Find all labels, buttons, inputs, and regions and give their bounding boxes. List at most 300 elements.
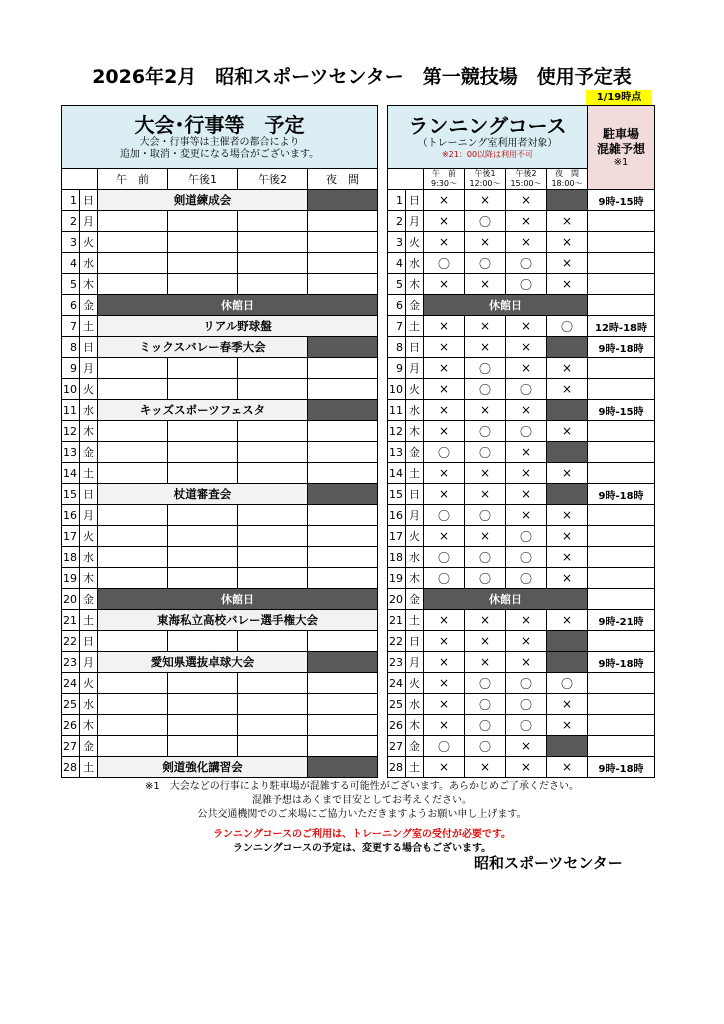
day-number: 28 [62, 757, 80, 778]
col-night: 夜 間 [308, 169, 378, 190]
run-availability [547, 631, 588, 652]
run-availability: × [424, 421, 465, 442]
event-row [62, 505, 378, 526]
events-header [62, 106, 378, 169]
run-availability: × [465, 757, 506, 778]
day-number: 14 [62, 463, 80, 484]
weekday: 土 [80, 610, 98, 631]
event-row [62, 694, 378, 715]
run-availability: 〇 [506, 379, 547, 400]
slot-cell [308, 547, 378, 568]
weekday: 金 [80, 589, 98, 610]
running-row [388, 757, 655, 778]
slot-cell [308, 232, 378, 253]
run-availability: × [424, 274, 465, 295]
note-1: ※1 大会などの行事により駐車場が混雑する可能性がございます。あらかじめご了承ください。 [145, 781, 579, 792]
weekday: 水 [80, 253, 98, 274]
running-row [388, 295, 655, 316]
event-row [62, 610, 378, 631]
day-number: 22 [388, 631, 406, 652]
run-availability: × [547, 463, 588, 484]
run-availability: × [424, 526, 465, 547]
run-availability: × [465, 652, 506, 673]
weekday: 土 [406, 463, 424, 484]
day-number: 12 [388, 421, 406, 442]
slot-cell [168, 694, 238, 715]
slot-cell [308, 526, 378, 547]
run-availability [547, 190, 588, 211]
running-sub2: ※21：00以降は利用不可 [441, 150, 534, 159]
closed-cell: 休館日 [98, 589, 378, 610]
run-availability: × [465, 316, 506, 337]
as-of-badge: 1/19時点 [586, 90, 652, 105]
slot-cell [238, 442, 308, 463]
run-availability: × [506, 736, 547, 757]
parking-forecast [588, 547, 655, 568]
slot-cell [168, 442, 238, 463]
run-availability: 〇 [465, 736, 506, 757]
day-number: 24 [388, 673, 406, 694]
weekday: 木 [80, 568, 98, 589]
closed-cell: 休館日 [424, 589, 588, 610]
weekday: 火 [80, 379, 98, 400]
event-row [62, 631, 378, 652]
event-row [62, 589, 378, 610]
run-availability: 〇 [465, 715, 506, 736]
day-number: 20 [388, 589, 406, 610]
run-availability: × [506, 484, 547, 505]
run-availability: 〇 [547, 316, 588, 337]
running-course-table [387, 105, 655, 778]
run-availability: × [424, 484, 465, 505]
day-number: 15 [388, 484, 406, 505]
blank-cell [388, 169, 424, 190]
day-number: 3 [388, 232, 406, 253]
parking-title-1: 駐車場 [603, 126, 640, 141]
run-availability: × [424, 757, 465, 778]
day-number: 6 [388, 295, 406, 316]
slot-cell [168, 253, 238, 274]
day-number: 18 [62, 547, 80, 568]
slot-cell [98, 358, 168, 379]
day-number: 27 [62, 736, 80, 757]
slot-cell [308, 442, 378, 463]
run-availability: 〇 [506, 694, 547, 715]
run-availability: 〇 [424, 505, 465, 526]
run-availability: × [424, 715, 465, 736]
night-slot [308, 652, 378, 673]
weekday: 水 [80, 547, 98, 568]
run-availability: × [424, 610, 465, 631]
day-number: 13 [388, 442, 406, 463]
run-availability: 〇 [465, 547, 506, 568]
weekday: 水 [406, 547, 424, 568]
run-availability: 〇 [506, 547, 547, 568]
day-number: 10 [62, 379, 80, 400]
run-availability: 〇 [465, 421, 506, 442]
weekday: 土 [406, 316, 424, 337]
weekday: 水 [80, 694, 98, 715]
weekday: 水 [80, 400, 98, 421]
running-row [388, 442, 655, 463]
run-availability: 〇 [465, 211, 506, 232]
parking-forecast [588, 505, 655, 526]
day-number: 9 [62, 358, 80, 379]
event-row [62, 190, 378, 211]
slot-cell [168, 421, 238, 442]
event-row [62, 757, 378, 778]
run-availability: × [506, 757, 547, 778]
closed-cell: 休館日 [98, 295, 378, 316]
run-availability: × [547, 526, 588, 547]
run-availability: × [465, 631, 506, 652]
day-number: 26 [388, 715, 406, 736]
event-name: 剣道強化講習会 [98, 757, 308, 778]
event-name: 杖道審査会 [98, 484, 308, 505]
night-slot [308, 757, 378, 778]
weekday: 土 [406, 757, 424, 778]
run-availability: × [547, 253, 588, 274]
note-4: ランニングコースの予定は、変更する場合もございます。 [232, 843, 492, 854]
running-row [388, 463, 655, 484]
weekday: 火 [406, 379, 424, 400]
run-availability: 〇 [465, 358, 506, 379]
weekday: 土 [406, 610, 424, 631]
weekday: 日 [80, 337, 98, 358]
day-number: 11 [388, 400, 406, 421]
event-row [62, 526, 378, 547]
run-availability: × [506, 631, 547, 652]
slot-cell [308, 379, 378, 400]
day-number: 8 [62, 337, 80, 358]
day-number: 21 [62, 610, 80, 631]
day-number: 27 [388, 736, 406, 757]
weekday: 木 [80, 421, 98, 442]
running-row [388, 694, 655, 715]
event-row [62, 274, 378, 295]
day-number: 4 [388, 253, 406, 274]
day-number: 1 [388, 190, 406, 211]
event-row [62, 211, 378, 232]
slot-cell [98, 253, 168, 274]
weekday: 木 [406, 274, 424, 295]
slot-cell [308, 274, 378, 295]
day-number: 15 [62, 484, 80, 505]
slot-cell [168, 463, 238, 484]
run-availability: × [547, 610, 588, 631]
events-title: 大会･行事等 予定 [134, 113, 305, 137]
weekday: 火 [80, 232, 98, 253]
day-number: 24 [62, 673, 80, 694]
run-availability: × [465, 232, 506, 253]
running-row [388, 526, 655, 547]
slot-cell [98, 421, 168, 442]
col-afternoon1: 午後1 [168, 169, 238, 190]
run-availability: × [506, 610, 547, 631]
parking-forecast [588, 232, 655, 253]
weekday: 月 [406, 211, 424, 232]
run-availability: × [547, 211, 588, 232]
run-availability: × [424, 358, 465, 379]
slot-cell [98, 568, 168, 589]
slot-cell [238, 736, 308, 757]
note-3: 公共交通機関でのご来場にご協力いただきますようお願い申し上げます。 [197, 809, 527, 820]
run-availability: × [424, 694, 465, 715]
slot-cell [98, 232, 168, 253]
closed-cell: 休館日 [424, 295, 588, 316]
run-availability: × [506, 358, 547, 379]
note-red: ランニングコースのご利用は、トレーニング室の受付が必要です。 [212, 829, 512, 840]
parking-forecast: 9時-18時 [588, 484, 655, 505]
weekday: 月 [80, 211, 98, 232]
slot-cell [98, 631, 168, 652]
running-row [388, 652, 655, 673]
run-availability: × [547, 505, 588, 526]
parking-forecast [588, 253, 655, 274]
running-row [388, 568, 655, 589]
slot-cell [168, 211, 238, 232]
col-morning: 午 前 [98, 169, 168, 190]
weekday: 火 [80, 526, 98, 547]
slot-cell [168, 232, 238, 253]
weekday: 月 [406, 505, 424, 526]
event-row [62, 400, 378, 421]
run-col-night: 夜 間 18:00～ [547, 169, 588, 190]
running-row [388, 673, 655, 694]
weekday: 水 [406, 400, 424, 421]
day-number: 2 [62, 211, 80, 232]
slot-cell [238, 253, 308, 274]
weekday: 日 [406, 337, 424, 358]
run-availability: × [506, 400, 547, 421]
parking-forecast [588, 358, 655, 379]
run-availability: × [506, 232, 547, 253]
event-row [62, 232, 378, 253]
event-name: キッズスポーツフェスタ [98, 400, 308, 421]
run-availability: × [506, 505, 547, 526]
weekday: 金 [80, 295, 98, 316]
run-availability: × [465, 400, 506, 421]
running-sub: （トレーニング室利用者対象） [417, 138, 558, 149]
running-row [388, 421, 655, 442]
day-number: 13 [62, 442, 80, 463]
run-availability: × [465, 190, 506, 211]
slot-cell [98, 442, 168, 463]
event-row [62, 652, 378, 673]
run-availability: 〇 [547, 673, 588, 694]
event-row [62, 547, 378, 568]
run-availability: 〇 [506, 253, 547, 274]
slot-cell [238, 211, 308, 232]
parking-forecast [588, 736, 655, 757]
weekday: 日 [80, 190, 98, 211]
run-availability: 〇 [506, 715, 547, 736]
running-row [388, 253, 655, 274]
run-availability: 〇 [465, 442, 506, 463]
run-col-afternoon2: 午後2 15:00～ [506, 169, 547, 190]
run-availability: × [465, 484, 506, 505]
day-number: 17 [388, 526, 406, 547]
run-availability: × [424, 673, 465, 694]
parking-forecast [588, 421, 655, 442]
run-col-afternoon1: 午後1 12:00～ [465, 169, 506, 190]
running-row [388, 610, 655, 631]
run-availability: × [424, 190, 465, 211]
run-availability: × [506, 337, 547, 358]
run-availability [547, 442, 588, 463]
slot-cell [98, 673, 168, 694]
weekday: 日 [406, 484, 424, 505]
slot-cell [168, 736, 238, 757]
running-row [388, 400, 655, 421]
slot-cell [168, 631, 238, 652]
running-header [388, 106, 588, 169]
weekday: 日 [406, 190, 424, 211]
weekday: 金 [406, 442, 424, 463]
slot-cell [308, 673, 378, 694]
slot-cell [238, 505, 308, 526]
parking-forecast [588, 694, 655, 715]
slot-cell [168, 673, 238, 694]
run-availability: × [506, 463, 547, 484]
weekday: 木 [406, 715, 424, 736]
running-row [388, 715, 655, 736]
slot-cell [98, 715, 168, 736]
running-row [388, 232, 655, 253]
running-row [388, 274, 655, 295]
event-row [62, 463, 378, 484]
slot-cell [308, 463, 378, 484]
run-availability: × [547, 358, 588, 379]
event-row [62, 568, 378, 589]
run-availability: × [424, 631, 465, 652]
slot-cell [168, 568, 238, 589]
running-row [388, 379, 655, 400]
weekday: 水 [406, 253, 424, 274]
event-name: リアル野球盤 [98, 316, 378, 337]
slot-cell [308, 568, 378, 589]
parking-forecast [588, 274, 655, 295]
night-slot [308, 190, 378, 211]
slot-cell [238, 694, 308, 715]
night-slot [308, 484, 378, 505]
footer-organization: 昭和スポーツセンター [474, 854, 623, 872]
col-afternoon2: 午後2 [238, 169, 308, 190]
weekday: 金 [406, 736, 424, 757]
page-title: 2026年2月 昭和スポーツセンター 第一競技場 使用予定表 [92, 66, 632, 88]
weekday: 木 [80, 274, 98, 295]
day-number: 22 [62, 631, 80, 652]
parking-forecast: 9時-15時 [588, 400, 655, 421]
event-name: 愛知県選抜卓球大会 [98, 652, 308, 673]
run-availability: × [424, 337, 465, 358]
slot-cell [168, 505, 238, 526]
weekday: 月 [80, 358, 98, 379]
day-number: 5 [388, 274, 406, 295]
parking-forecast: 12時-18時 [588, 316, 655, 337]
running-row [388, 358, 655, 379]
run-availability: 〇 [424, 547, 465, 568]
slot-cell [168, 547, 238, 568]
run-availability: 〇 [465, 253, 506, 274]
run-availability: 〇 [506, 526, 547, 547]
day-number: 23 [388, 652, 406, 673]
day-number: 16 [62, 505, 80, 526]
running-row [388, 484, 655, 505]
running-row [388, 337, 655, 358]
run-availability: × [506, 442, 547, 463]
run-availability: 〇 [424, 568, 465, 589]
day-number: 25 [388, 694, 406, 715]
weekday: 金 [80, 442, 98, 463]
parking-forecast [588, 631, 655, 652]
note-2: 混雑予想はあくまで目安としてお考えください。 [252, 795, 472, 806]
run-availability: × [547, 379, 588, 400]
run-availability: 〇 [424, 736, 465, 757]
weekday: 月 [406, 358, 424, 379]
run-availability: × [465, 274, 506, 295]
slot-cell [238, 673, 308, 694]
weekday: 土 [80, 316, 98, 337]
slot-cell [168, 358, 238, 379]
slot-cell [98, 379, 168, 400]
parking-forecast [588, 526, 655, 547]
slot-cell [238, 547, 308, 568]
run-availability: × [506, 190, 547, 211]
running-title: ランニングコース [408, 114, 567, 138]
running-row [388, 736, 655, 757]
slot-cell [308, 715, 378, 736]
weekday: 月 [406, 652, 424, 673]
run-availability: × [424, 232, 465, 253]
parking-forecast: 9時-18時 [588, 652, 655, 673]
slot-cell [238, 379, 308, 400]
running-row [388, 547, 655, 568]
day-number: 14 [388, 463, 406, 484]
parking-forecast [588, 211, 655, 232]
weekday: 日 [80, 484, 98, 505]
slot-cell [308, 631, 378, 652]
weekday: 木 [406, 568, 424, 589]
weekday: 金 [406, 295, 424, 316]
slot-cell [168, 379, 238, 400]
slot-cell [98, 547, 168, 568]
run-availability: × [547, 421, 588, 442]
event-name: 剣道練成会 [98, 190, 308, 211]
slot-cell [238, 463, 308, 484]
run-availability: × [424, 379, 465, 400]
running-row [388, 190, 655, 211]
run-availability: × [424, 463, 465, 484]
slot-cell [238, 526, 308, 547]
run-availability: 〇 [506, 274, 547, 295]
running-row [388, 631, 655, 652]
run-availability: 〇 [465, 673, 506, 694]
run-availability: × [506, 652, 547, 673]
day-number: 26 [62, 715, 80, 736]
parking-note: ※1 [613, 156, 629, 168]
weekday: 日 [406, 631, 424, 652]
day-number: 9 [388, 358, 406, 379]
slot-cell [168, 526, 238, 547]
event-row [62, 253, 378, 274]
weekday: 木 [406, 421, 424, 442]
slot-cell [238, 715, 308, 736]
day-number: 19 [62, 568, 80, 589]
run-availability: × [465, 610, 506, 631]
slot-cell [238, 421, 308, 442]
slot-cell [238, 568, 308, 589]
